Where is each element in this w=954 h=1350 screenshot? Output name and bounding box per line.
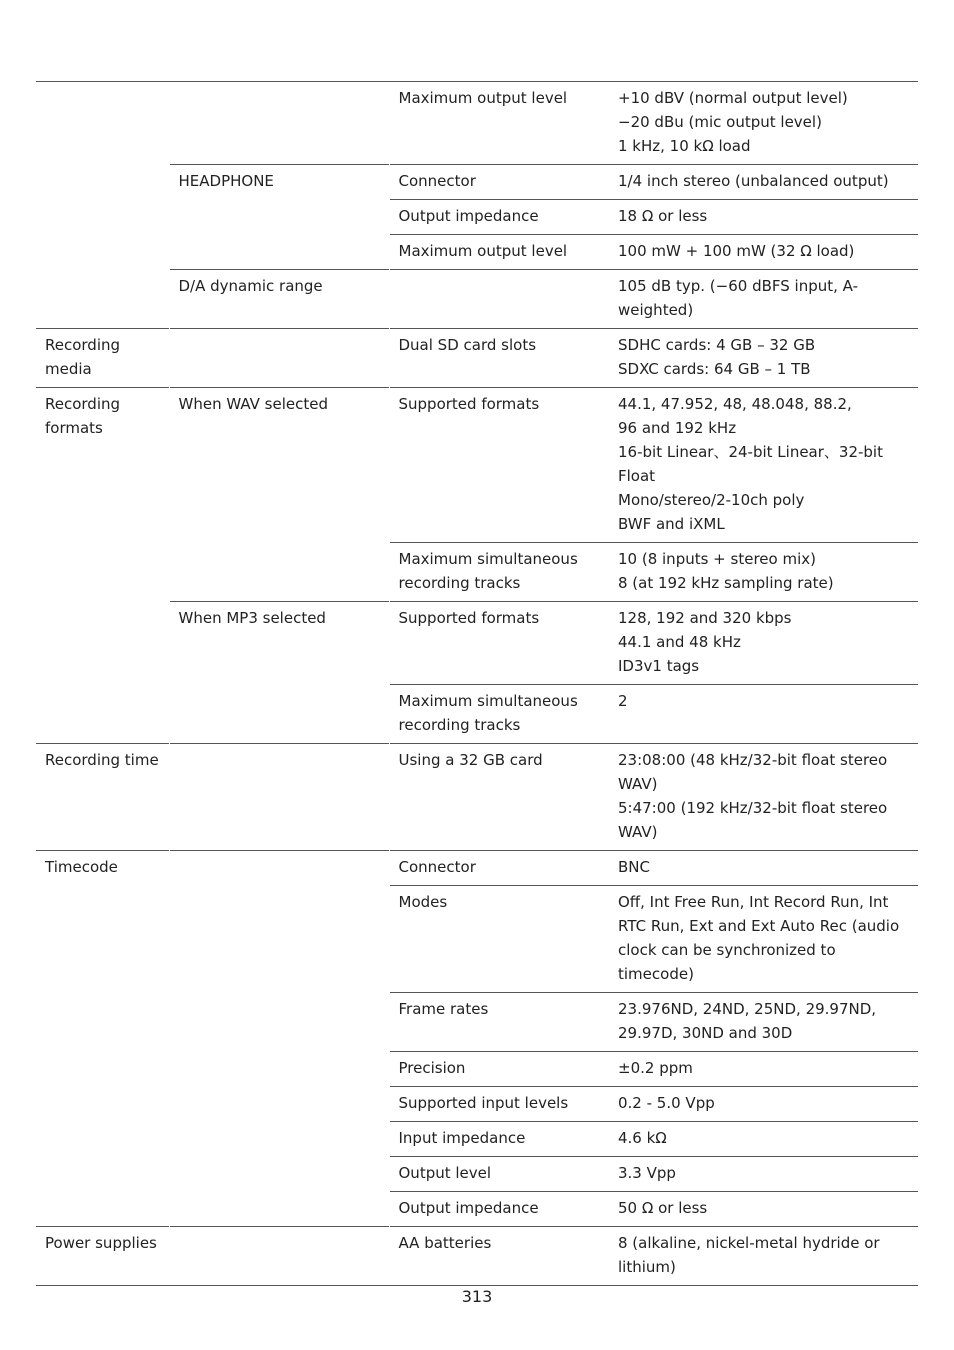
spec-subcategory: HEADPHONE [169,165,389,200]
spec-subcategory [169,1192,389,1227]
spec-value: 100 mW + 100 mW (32 Ω load) [609,235,918,270]
spec-value: 18 Ω or less [609,200,918,235]
spec-item [389,270,609,329]
table-row [36,165,918,200]
spec-category: Recording time [36,744,169,851]
spec-category [36,886,169,993]
spec-subcategory: D/A dynamic range [169,270,389,329]
spec-item: Using a 32 GB card [389,744,609,851]
table-row [36,1087,918,1122]
spec-category [36,1122,169,1157]
spec-subcategory [169,1227,389,1286]
spec-value: 50 Ω or less [609,1192,918,1227]
spec-item: Supported formats [389,388,609,543]
spec-category [36,543,169,602]
table-row [36,200,918,235]
spec-category [36,200,169,235]
spec-item: Input impedance [389,1122,609,1157]
spec-category: Recording media [36,329,169,388]
spec-item: Output level [389,1157,609,1192]
spec-category [36,993,169,1052]
spec-category [36,602,169,685]
table-row [36,993,918,1052]
spec-subcategory [169,329,389,388]
spec-category [36,82,169,165]
spec-item: Connector [389,851,609,886]
spec-category: Power supplies [36,1227,169,1286]
spec-item: Maximum simultaneous recording tracks [389,543,609,602]
spec-value: 105 dB typ. (−60 dBFS input, A-weighted) [609,270,918,329]
spec-category [36,270,169,329]
spec-category [36,685,169,744]
spec-item: Output impedance [389,200,609,235]
spec-item: Maximum output level [389,82,609,165]
spec-item: Frame rates [389,993,609,1052]
spec-subcategory [169,993,389,1052]
spec-value: BNC [609,851,918,886]
spec-category: Timecode [36,851,169,886]
table-row [36,886,918,993]
spec-category [36,165,169,200]
spec-subcategory [169,744,389,851]
table-row [36,1052,918,1087]
spec-category [36,235,169,270]
specifications-table [36,81,918,1286]
spec-value: 8 (alkaline, nickel-metal hydride or lithium) [609,1227,918,1286]
spec-category [36,1052,169,1087]
spec-item: Dual SD card slots [389,329,609,388]
spec-subcategory [169,200,389,235]
spec-value: +10 dBV (normal output level) −20 dBu (mic output level) 1 kHz, 10 kΩ load [609,82,918,165]
spec-item: Supported input levels [389,1087,609,1122]
table-row [36,1227,918,1286]
spec-subcategory [169,1157,389,1192]
spec-subcategory [169,1087,389,1122]
spec-value: 23:08:00 (48 kHz/32-bit float stereo WAV) 5:47:00 (192 kHz/32-bit float stereo WAV) [609,744,918,851]
spec-item: Supported formats [389,602,609,685]
table-row [36,543,918,602]
spec-value: 1/4 inch stereo (unbalanced output) [609,165,918,200]
table-row [36,744,918,851]
table-row [36,82,918,165]
spec-value: SDHC cards: 4 GB – 32 GB SDXC cards: 64 GB – 1 TB [609,329,918,388]
spec-category [36,1087,169,1122]
spec-subcategory: When MP3 selected [169,602,389,685]
spec-subcategory [169,235,389,270]
table-row [36,685,918,744]
spec-subcategory [169,1052,389,1087]
spec-value: 4.6 kΩ [609,1122,918,1157]
table-row [36,1157,918,1192]
table-row [36,270,918,329]
spec-subcategory [169,685,389,744]
spec-value: Off, Int Free Run, Int Record Run, Int RTC Run, Ext and Ext Auto Rec (audio clock can be synchronized to timecode) [609,886,918,993]
spec-item: Output impedance [389,1192,609,1227]
table-row [36,602,918,685]
spec-value: 10 (8 inputs + stereo mix) 8 (at 192 kHz sampling rate) [609,543,918,602]
spec-item: Maximum simultaneous recording tracks [389,685,609,744]
table-row [36,1122,918,1157]
spec-category [36,1192,169,1227]
spec-item: Precision [389,1052,609,1087]
spec-category [36,1157,169,1192]
spec-item: Connector [389,165,609,200]
page-number: 313 [461,1287,493,1306]
table-row [36,388,918,543]
spec-value: 3.3 Vpp [609,1157,918,1192]
spec-subcategory [169,543,389,602]
table-row [36,329,918,388]
spec-value: 128, 192 and 320 kbps 44.1 and 48 kHz ID3v1 tags [609,602,918,685]
spec-value: 2 [609,685,918,744]
spec-value: ±0.2 ppm [609,1052,918,1087]
spec-subcategory [169,851,389,886]
spec-item: AA batteries [389,1227,609,1286]
table-row [36,1192,918,1227]
spec-value: 44.1, 47.952, 48, 48.048, 88.2, 96 and 192 kHz 16-bit Linear、24-bit Linear、32-bit Float Mono/stereo/2-10ch poly BWF and iXML [609,388,918,543]
spec-value: 0.2 - 5.0 Vpp [609,1087,918,1122]
spec-value: 23.976ND, 24ND, 25ND, 29.97ND, 29.97D, 30ND and 30D [609,993,918,1052]
spec-subcategory [169,1122,389,1157]
spec-subcategory [169,886,389,993]
spec-category: Recording formats [36,388,169,543]
spec-subcategory: When WAV selected [169,388,389,543]
spec-item: Maximum output level [389,235,609,270]
spec-item: Modes [389,886,609,993]
table-row [36,851,918,886]
spec-subcategory [169,82,389,165]
table-row [36,235,918,270]
